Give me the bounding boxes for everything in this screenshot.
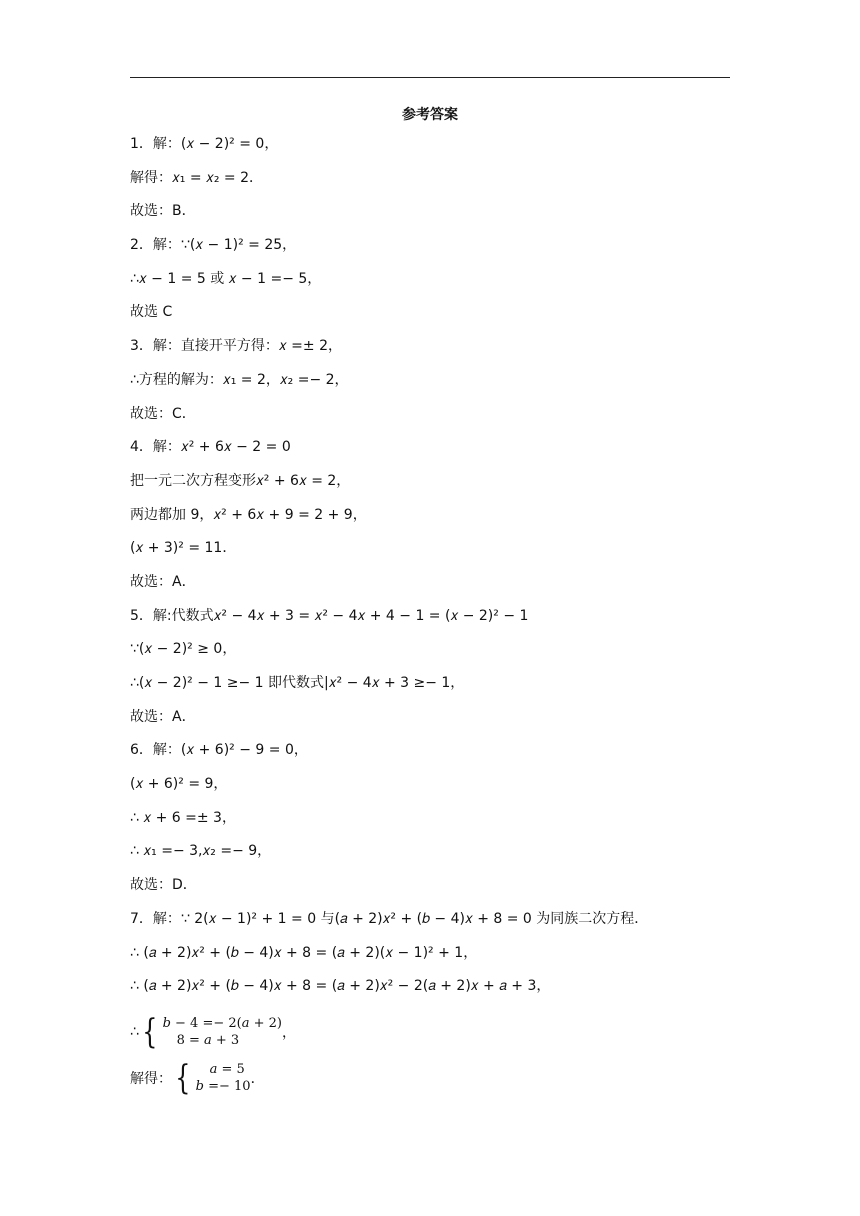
answer-line: ∴𝑥 − 1 = 5 或 𝑥 − 1 =− 5，	[130, 270, 322, 287]
answer-line: 把一元二次方程变形𝑥² + 6𝑥 = 2，	[130, 472, 351, 489]
answer-line: ∴ (𝑎 + 2)𝑥² + (𝑏 − 4)𝑥 + 8 = (𝑎 + 2)(𝑥 − 1)² + 1，	[130, 944, 478, 961]
left-brace: {	[175, 1057, 191, 1098]
answer-line: ∴(𝑥 − 2)² − 1 ≥− 1 即代数式|𝑥² − 4𝑥 + 3 ≥− 1，	[130, 675, 465, 691]
answer-line: ∴ 𝑥 + 6 =± 3，	[130, 809, 236, 826]
answer-line: (𝑥 + 3)² = 11．	[130, 540, 237, 557]
equation-system	[130, 1009, 730, 1055]
answer-line: 7．解：∵ 2(𝑥 − 1)² + 1 = 0 与(𝑎 + 2)𝑥² + (𝑏 − 4)𝑥 + 8 = 0 为同族二次方程．	[130, 910, 649, 927]
system-suffix: ．	[250, 1070, 265, 1087]
answer-line: 5．解:代数式𝑥² − 4𝑥 + 3 = 𝑥² − 4𝑥 + 4 − 1 = (𝑥 − 2)² − 1	[130, 607, 529, 624]
answer-line: 6．解：(𝑥 + 6)² − 9 = 0，	[130, 742, 308, 759]
answer-line: ∴方程的解为：𝑥₁ = 2，𝑥₂ =− 2，	[130, 371, 349, 388]
therefore-symbol: ∴	[130, 1023, 139, 1040]
system-rows	[196, 1061, 251, 1095]
top-rule	[130, 77, 730, 78]
answer-line: (𝑥 + 6)² = 9，	[130, 776, 228, 793]
solution-label: 解得：	[130, 1070, 172, 1087]
answer-line: 1．解：(𝑥 − 2)² = 0，	[130, 136, 279, 152]
solution-system	[130, 1055, 730, 1101]
answer-line: 故选：A．	[130, 573, 196, 590]
answer-line: 两边都加 9，𝑥² + 6𝑥 + 9 = 2 + 9，	[130, 506, 367, 523]
answer-line: 故选：B．	[130, 203, 196, 220]
answer-line: 故选：D．	[130, 877, 197, 894]
system-suffix: ，	[281, 1024, 296, 1041]
answer-line: 故选 C	[130, 304, 173, 321]
answer-line: 3．解：直接开平方得：𝑥 =± 2，	[130, 338, 342, 355]
answer-line: 故选：A．	[130, 708, 196, 725]
system-row: 𝑎 = 5	[209, 1061, 245, 1077]
page-title: 参考答案	[402, 107, 458, 123]
answer-line: ∵(𝑥 − 2)² ≥ 0，	[130, 641, 237, 658]
answer-line: 4．解：𝑥² + 6𝑥 − 2 = 0	[130, 439, 291, 456]
system-rows	[163, 1015, 282, 1049]
answer-content	[130, 133, 730, 1101]
system-row: 8 = 𝑎 + 3	[176, 1032, 240, 1048]
answer-line: ∴ (𝑎 + 2)𝑥² + (𝑏 − 4)𝑥 + 8 = (𝑎 + 2)𝑥² − 2(𝑎 + 2)𝑥 + 𝑎 + 3，	[130, 978, 551, 995]
answer-line: 解得：𝑥₁ = 𝑥₂ = 2．	[130, 169, 263, 186]
system-row: 𝑏 − 4 =− 2(𝑎 + 2)	[162, 1015, 282, 1031]
left-brace: {	[142, 1011, 158, 1052]
answer-line: ∴ 𝑥₁ =− 3,𝑥₂ =− 9，	[130, 843, 272, 860]
system-row: 𝑏 =− 10	[195, 1078, 251, 1094]
answer-line: 故选：C．	[130, 405, 196, 422]
answer-line: 2．解：∵(𝑥 − 1)² = 25，	[130, 237, 297, 254]
